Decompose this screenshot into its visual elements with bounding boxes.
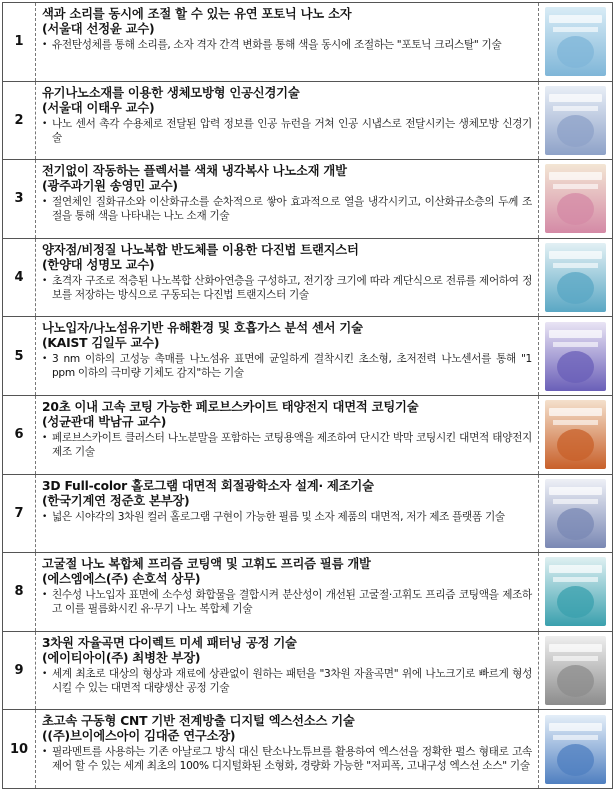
tech-description [42, 195, 532, 223]
tech-title: 나노입자/나노섬유기반 유해환경 및 호흡가스 분석 센서 기술 [42, 321, 363, 336]
tech-affiliation: (성균관대 박남규 교수) [42, 414, 167, 429]
bullet-icon: • [42, 40, 48, 50]
row-number: 9 [3, 632, 36, 710]
poster-subtitle-band [553, 263, 598, 268]
row-content [36, 82, 539, 160]
table-row [2, 316, 613, 395]
row-number: 5 [3, 317, 36, 395]
tech-title: 고굴절 나노 복합체 프리즘 코팅액 및 고휘도 프리즘 필름 개발 [42, 557, 371, 572]
poster-illustration [557, 351, 594, 383]
tech-description-text: 친수성 나노입자 표면에 소수성 화합물을 결합시켜 분산성이 개선된 고굴절·고휘도 프리즘 코팅액을 제조하고 이를 필름화시킨 유·무기 나노 복합체 기술 [52, 589, 532, 616]
tech-title: 3차원 자율곡면 다이렉트 미세 패터닝 공정 기술 [42, 635, 297, 650]
thumbnail-cell [539, 632, 612, 710]
table-row [2, 631, 613, 710]
tech-description-text: 필라멘트를 사용하는 기존 아날로그 방식 대신 탄소나노튜브를 활용하여 엑스선을 정확한 펄스 형태로 고속제어 할 수 있는 세계 최초의 100% 디지털화된 소형화, 경량화 가능한 "저피폭, 고내구성 엑스선 소스" 기술 [52, 746, 532, 773]
tech-description [42, 431, 532, 459]
poster-subtitle-band [553, 27, 598, 32]
poster-illustration [557, 115, 594, 147]
row-number: 7 [3, 475, 36, 553]
row-content [36, 396, 539, 474]
poster-thumbnail-image [545, 7, 606, 76]
bullet-icon: • [42, 197, 48, 208]
tech-description [42, 274, 532, 302]
bullet-icon: • [42, 432, 48, 443]
poster-subtitle-band [553, 577, 598, 582]
poster-title-band [549, 565, 602, 573]
bullet-icon: • [42, 590, 48, 601]
tech-description-text: 페로브스카이트 클러스터 나노분말을 포함하는 코팅용액을 제조하여 단시간 박막 코팅시킨 대면적 태양전지 제조 기술 [52, 431, 532, 458]
tech-description [42, 117, 532, 145]
row-content [36, 553, 539, 631]
row-content [36, 160, 539, 238]
poster-subtitle-band [553, 106, 598, 111]
tech-affiliation: ((주)브이에스아이 김대준 연구소장) [42, 729, 236, 744]
tech-affiliation: (서울대 이태우 교수) [42, 100, 155, 115]
bullet-icon: • [42, 511, 48, 522]
poster-thumbnail-image [545, 322, 606, 391]
tech-description-text: 나노 센서 촉각 수용체로 전달된 압력 정보를 인공 뉴런을 거쳐 인공 시냅스로 전달시키는 생체모방 신경기술 [52, 117, 532, 144]
poster-subtitle-band [553, 499, 598, 504]
poster-subtitle-band [553, 656, 598, 661]
thumbnail-cell [539, 710, 612, 788]
tech-title: 전기없이 작동하는 플렉서블 색채 냉각복사 나노소재 개발 [42, 164, 347, 179]
tech-affiliation: (서울대 선정윤 교수) [42, 22, 155, 36]
poster-subtitle-band [553, 184, 598, 189]
poster-thumbnail-image [545, 164, 606, 233]
poster-illustration [557, 429, 594, 461]
tech-description-text: 3 nm 이하의 고성능 촉매를 나노섬유 표면에 균일하게 결착시킨 초소형, 초저전력 나노센서를 통해 "1 ppm 이하의 극미량 기체도 감지"하는 기술 [52, 353, 532, 380]
thumbnail-cell [539, 239, 612, 317]
tech-title: 20초 이내 고속 코팅 가능한 페로브스카이트 태양전지 대면적 코팅기술 [42, 399, 419, 414]
tech-description-text: 넓은 시야각의 3차원 컬러 홀로그램 구현이 가능한 필름 및 소자 제품의 대면적, 저가 제조 플랫폼 기술 [52, 510, 505, 523]
tech-affiliation: (광주과기원 송영민 교수) [42, 179, 178, 194]
thumbnail-cell [539, 553, 612, 631]
row-content [36, 3, 539, 81]
tech-description-text: 절연체인 질화규소와 이산화규소를 순차적으로 쌓아 효과적으로 열을 냉각시키고, 이산화규소층의 두께 조절을 통해 색을 나타내는 나노 소재 기술 [52, 196, 532, 223]
tech-affiliation: (한양대 성명모 교수) [42, 257, 155, 272]
poster-thumbnail-image [545, 86, 606, 155]
tech-affiliation: (에이티아이(주) 최병찬 부장) [42, 650, 201, 665]
poster-subtitle-band [553, 342, 598, 347]
poster-illustration [557, 665, 594, 697]
poster-thumbnail-image [545, 479, 606, 548]
thumbnail-cell [539, 396, 612, 474]
poster-thumbnail-image [545, 243, 606, 312]
poster-illustration [557, 586, 594, 618]
table-row [2, 395, 613, 474]
poster-title-band [549, 251, 602, 259]
thumbnail-cell [539, 475, 612, 553]
tech-description-text: 초격자 구조로 적층된 나노복합 산화아연층을 구성하고, 전기장 크기에 따라 계단식으로 전류를 제어하여 정보를 저장하는 방식으로 구동되는 다진법 트랜지스터 기술 [52, 274, 532, 301]
poster-illustration [557, 744, 594, 776]
tech-description [42, 510, 532, 524]
bullet-icon: • [42, 118, 48, 129]
bullet-icon: • [42, 668, 48, 679]
tech-affiliation: (KAIST 김일두 교수) [42, 336, 160, 351]
thumbnail-cell [539, 82, 612, 160]
row-number: 3 [3, 160, 36, 238]
poster-illustration [557, 508, 594, 540]
tech-affiliation: (한국기계연 정준호 본부장) [42, 493, 190, 508]
poster-title-band [549, 487, 602, 495]
poster-thumbnail-image [545, 636, 606, 705]
tech-title: 양자점/비정질 나노복합 반도체를 이용한 다진법 트랜지스터 [42, 242, 359, 257]
poster-thumbnail-image [545, 400, 606, 469]
table-row [2, 552, 613, 631]
tech-title: 3D Full-color 홀로그램 대면적 회절광학소자 설계· 제조기술 [42, 478, 374, 493]
tech-description [42, 38, 532, 52]
poster-title-band [549, 408, 602, 416]
tech-title: 초고속 구동형 CNT 기반 전계방출 디지털 엑스선소스 기술 [42, 714, 355, 729]
tech-title: 색과 소리를 동시에 조절 할 수 있는 유연 포토닉 나노 소자 [42, 7, 352, 21]
poster-title-band [549, 94, 602, 102]
row-content [36, 475, 539, 553]
poster-title-band [549, 330, 602, 338]
row-number: 1 [3, 3, 36, 81]
tech-description [42, 745, 532, 773]
thumbnail-cell [539, 160, 612, 238]
tech-description-text: 유전탄성체를 통해 소리를, 소자 격자 간격 변화를 통해 색을 동시에 조절하는 "포토닉 크리스탈" 기술 [52, 39, 502, 51]
table-row [2, 709, 613, 789]
row-number: 6 [3, 396, 36, 474]
poster-title-band [549, 15, 602, 23]
tech-description [42, 588, 532, 616]
row-content [36, 317, 539, 395]
thumbnail-cell [539, 317, 612, 395]
table-row [2, 474, 613, 553]
tech-list-table [2, 2, 613, 789]
bullet-icon: • [42, 747, 48, 758]
bullet-icon: • [42, 275, 48, 286]
poster-illustration [557, 193, 594, 225]
table-row [2, 2, 613, 81]
row-number: 10 [3, 710, 36, 788]
poster-subtitle-band [553, 735, 598, 740]
tech-description [42, 352, 532, 380]
row-number: 4 [3, 239, 36, 317]
row-content [36, 632, 539, 710]
tech-title: 유기나노소재를 이용한 생체모방형 인공신경기술 [42, 85, 300, 100]
poster-title-band [549, 723, 602, 731]
poster-illustration [557, 272, 594, 304]
poster-subtitle-band [553, 420, 598, 425]
poster-title-band [549, 172, 602, 180]
poster-illustration [557, 36, 594, 68]
poster-thumbnail-image [545, 557, 606, 626]
tech-description-text: 세계 최초로 대상의 형상과 재료에 상관없이 원하는 패턴을 "3차원 자율곡면" 위에 나노크기로 빠르게 형성시킬 수 있는 대면적 대량생산 공정 기술 [52, 667, 532, 694]
row-number: 2 [3, 82, 36, 160]
row-content [36, 710, 539, 788]
tech-affiliation: (에스엠에스(주) 손호석 상무) [42, 572, 201, 587]
poster-thumbnail-image [545, 715, 606, 784]
thumbnail-cell [539, 3, 612, 81]
table-row [2, 159, 613, 238]
row-number: 8 [3, 553, 36, 631]
table-row [2, 81, 613, 160]
bullet-icon: • [42, 354, 48, 365]
tech-description [42, 667, 532, 695]
poster-title-band [549, 644, 602, 652]
row-content [36, 239, 539, 317]
table-row [2, 238, 613, 317]
